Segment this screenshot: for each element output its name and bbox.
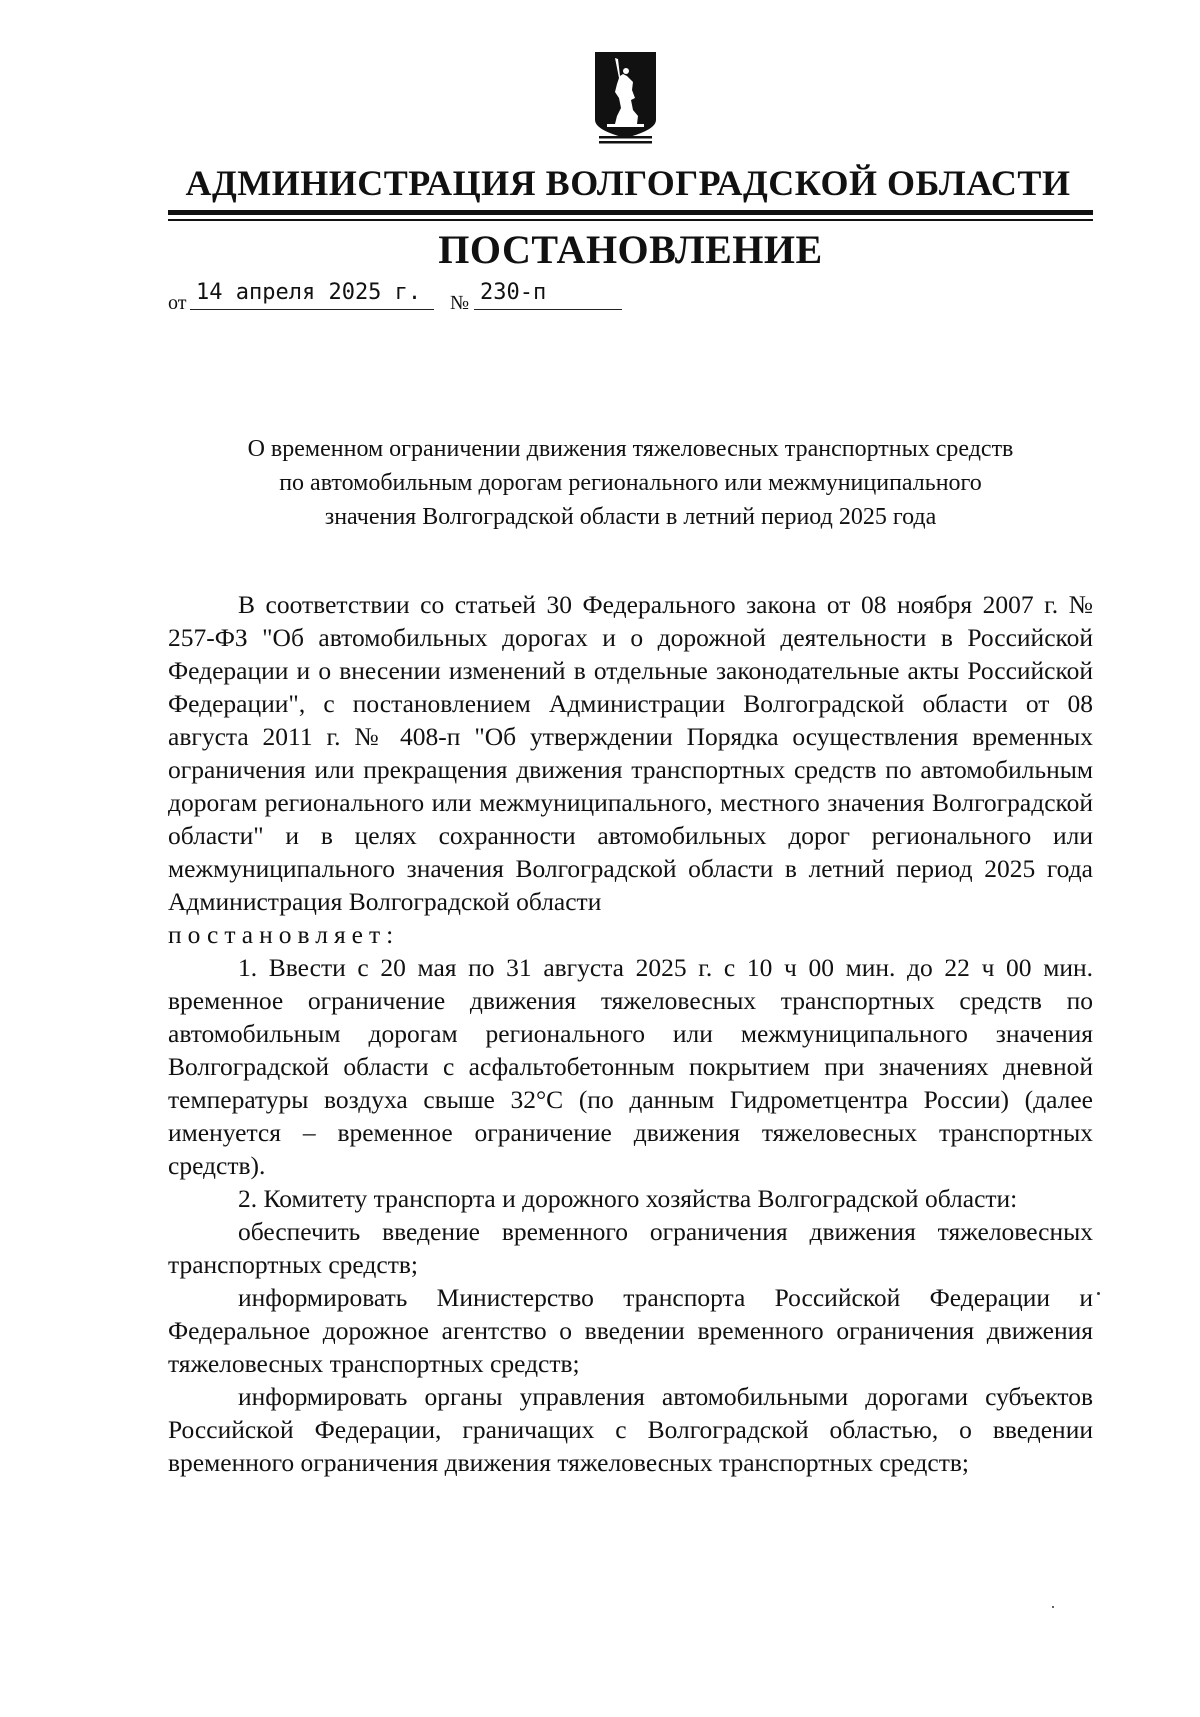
document-type: ПОСТАНОВЛЕНИЕ xyxy=(438,227,823,272)
subject-line: О временном ограничении движения тяжеловесных транспортных средств xyxy=(247,436,1014,462)
header-rule-thick xyxy=(168,210,1093,215)
coat-of-arms-icon xyxy=(593,50,658,146)
item-2-paragraph: 2. Комитету транспорта и дорожного хозяйства Волгоградской области: xyxy=(238,1184,1018,1213)
document-body xyxy=(168,588,1093,1479)
document-meta xyxy=(168,280,628,320)
document-number: 230-п xyxy=(474,280,622,310)
scan-speck xyxy=(1097,1292,1100,1295)
date-label: от xyxy=(168,292,187,314)
item-2a-paragraph: обеспечить введение временного ограничения движения тяжеловесных транспортных средств; xyxy=(168,1217,1093,1279)
item-2c-paragraph: информировать органы управления автомобильными дорогами субъектов Российской Федерации, граничащих с Волгоградской областью, о введении временного ограничения движения тяжеловесных транспортных средств; xyxy=(168,1382,1093,1477)
scan-speck xyxy=(1052,1606,1054,1608)
resolves-word: постановляет: xyxy=(168,920,400,949)
item-2b-paragraph: информировать Министерство транспорта Российской Федерации и Федеральное дорожное агентство о введении временного ограничения движения тяжеловесных транспортных средств; xyxy=(168,1283,1093,1378)
header-rule-thin xyxy=(168,219,1093,221)
subject-line: значения Волгоградской области в летний период 2025 года xyxy=(324,504,937,530)
preamble-paragraph: В соответствии со статьей 30 Федерального закона от 08 ноября 2007 г. № 257-ФЗ "Об автомобильных дорогах и о дорожной деятельности в Российской Федерации и о внесении изменений в отдельные законодательные акты Российской Федерации", с постановлением Администрации Волгоградской области от 08 августа 2011 г. № 408-п "Об утверждении Порядка осуществления временных ограничения или прекращения движения транспортных средств по автомобильным дорогам регионального или межмуниципального, местного значения Волгоградской области" и в целях сохранности автомобильных дорог регионального или межмуниципального значения Волгоградской области в летний период 2025 года Администрация Волгоградской области xyxy=(168,590,1093,916)
document-date: 14 апреля 2025 г. xyxy=(190,280,434,310)
document-subject xyxy=(168,432,1093,534)
number-label: № xyxy=(450,292,470,314)
subject-line: по автомобильным дорогам регионального или межмуниципального xyxy=(279,470,982,496)
item-1-paragraph: 1. Ввести с 20 мая по 31 августа 2025 г. с 10 ч 00 мин. до 22 ч 00 мин. временное ограничение движения тяжеловесных транспортных средств по автомобильным дорогам регионального или межмуниципального значения Волгоградской области с асфальтобетонным покрытием при значениях дневной температуры воздуха свыше 32°С (по данным Гидрометцентра России) (далее именуется – временное ограничение движения тяжеловесных транспортных средств). xyxy=(168,953,1093,1180)
organization-title: АДМИНИСТРАЦИЯ ВОЛГОГРАДСКОЙ ОБЛАСТИ xyxy=(185,163,1071,203)
